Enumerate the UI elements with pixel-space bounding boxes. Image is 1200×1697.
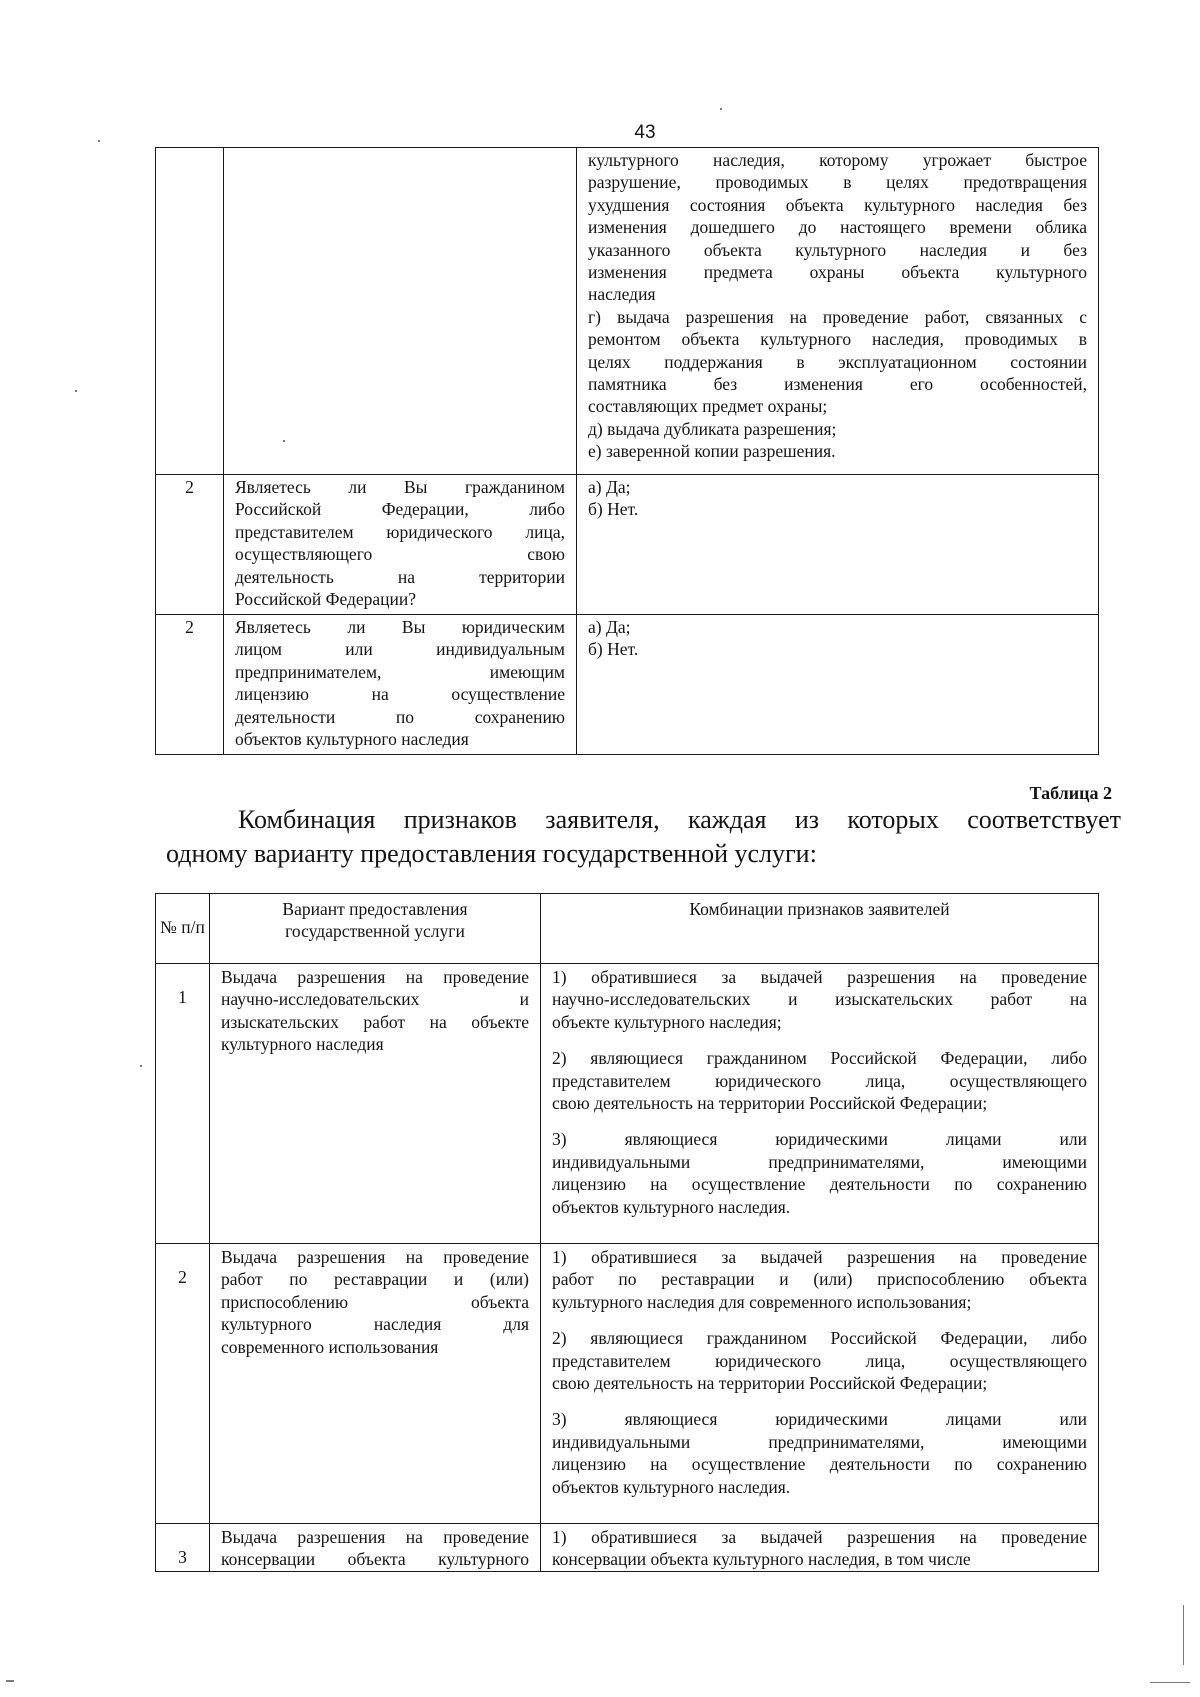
text-line: 2) являющиеся гражданином Российской Федерации, либо [552, 1328, 1087, 1349]
text-line: консервации объекта культурного [221, 1549, 529, 1570]
text-line: консервации объекта культурного наследия, в том числе [552, 1549, 971, 1570]
text-line: е) заверенной копии разрешения. [588, 441, 836, 462]
variant-cell [210, 1244, 541, 1524]
text-line: предпринимателем, имеющим [235, 661, 565, 682]
text-line: изменения дошедшего до настоящего времени облика [588, 217, 1087, 238]
caption-line: Комбинация признаков заявителя, каждая из которых соответствует [238, 805, 1121, 834]
text-line: объектов культурного наследия. [552, 1476, 791, 1497]
text-line: изыскательских работ на объекте [221, 1011, 529, 1032]
text-line: представителем юридического лица, осуществляющего [552, 1350, 1087, 1371]
table-caption [166, 803, 1121, 871]
text-line: культурного наследия [221, 1034, 384, 1055]
text-line: д) выдача дубликата разрешения; [588, 418, 837, 439]
text-line: 2) являющиеся гражданином Российской Федерации, либо [552, 1048, 1087, 1069]
text-line: работ по реставрации и (или) приспособлению объекта [552, 1269, 1087, 1290]
table-row [156, 475, 1099, 615]
text-line: Выдача разрешения на проведение [221, 967, 529, 987]
criterion [552, 1246, 1087, 1313]
text-line: наследия [588, 284, 656, 305]
variant-cell [210, 1524, 541, 1572]
table-label: Таблица 2 [1029, 783, 1112, 803]
question-cell [224, 475, 577, 615]
text-line: научно-исследовательских и [221, 989, 529, 1010]
text-line: культурного наследия для [221, 1314, 529, 1335]
text-line: указанного объекта культурного наследия и без [588, 239, 1087, 260]
text-line: целях поддержания в эксплуатационном состоянии [588, 351, 1087, 372]
table-row [156, 615, 1099, 755]
text-line: лицензию на осуществление деятельности по сохранению [552, 1454, 1087, 1475]
text-line: объектов культурного наследия [235, 729, 469, 750]
text-line: Российской Федерации? [235, 589, 417, 610]
table-row [156, 964, 1099, 1244]
row-number-cell: 2 [156, 475, 224, 615]
text-line: научно-исследовательских и изыскательских работ на [552, 989, 1087, 1010]
row-number-cell [156, 148, 224, 475]
text-line: разрушение, проводимых в целях предотвращения [588, 172, 1087, 193]
table-row [156, 148, 1099, 475]
text-line: культурного наследия для современного использования; [552, 1291, 972, 1312]
text-line: 1) обратившиеся за выдачей разрешения на проведение [552, 967, 1087, 987]
text-line: ремонтом объекта культурного наследия, проводимых в [588, 329, 1087, 350]
criteria-cell [541, 964, 1099, 1244]
text-line: Являетесь ли Вы юридическим [235, 617, 565, 637]
criterion [552, 1128, 1087, 1218]
caption-line: одному варианту предоставления государственной услуги: [166, 839, 817, 868]
answer-options-cell [577, 148, 1099, 475]
text-line: объекте культурного наследия; [552, 1011, 782, 1032]
text-line: осуществляющего свою [235, 544, 565, 565]
text-line: 1) обратившиеся за выдачей разрешения на проведение [552, 1247, 1087, 1267]
text-line: 3) являющиеся юридическими лицами или [552, 1409, 1087, 1430]
text-line: индивидуальными предпринимателями, имеющими [552, 1431, 1087, 1452]
criterion [552, 1327, 1087, 1394]
answer-options-cell [577, 615, 1099, 755]
text-line: Выдача разрешения на проведение [221, 1527, 529, 1547]
text-line: лицензию на осуществление деятельности по сохранению [552, 1174, 1087, 1195]
applicant-combinations-table [155, 893, 1099, 1572]
column-header-number: № п/п [156, 894, 210, 964]
text-line: изменения предмета охраны объекта культурного [588, 262, 1087, 283]
criterion [552, 1408, 1087, 1498]
question-cell [224, 615, 577, 755]
row-number-cell: 1 [156, 964, 210, 1244]
column-header-variant: Вариант предоставления государственной услуги [210, 894, 541, 964]
answer-option: а) Да; [588, 477, 631, 497]
text-line: Российской Федерации, либо [235, 499, 565, 520]
text-line: современного использования [221, 1336, 439, 1357]
text-line: культурного наследия, которому угрожает быстрое [588, 150, 1087, 170]
text-line: лицом или индивидуальным [235, 639, 565, 660]
answer-option: б) Нет. [588, 639, 639, 660]
text-line: 3) являющиеся юридическими лицами или [552, 1129, 1087, 1150]
text-line: лицензию на осуществление [235, 684, 565, 705]
page-number: 43 [634, 122, 656, 143]
text-line: работ по реставрации и (или) [221, 1269, 529, 1290]
criteria-cell [541, 1244, 1099, 1524]
table-row [156, 1524, 1099, 1572]
table-row [156, 1244, 1099, 1524]
text-line: представителем юридического лица, осуществляющего [552, 1070, 1087, 1091]
table-header-row [156, 894, 1099, 964]
criterion [552, 1526, 1087, 1571]
text-line: Выдача разрешения на проведение [221, 1247, 529, 1267]
text-line: представителем юридического лица, [235, 521, 565, 542]
text-line: г) выдача разрешения на проведение работ, связанных с [588, 306, 1087, 327]
criteria-cell [541, 1524, 1099, 1572]
text-line: ухудшения состояния объекта культурного наследия без [588, 194, 1087, 215]
answer-option: б) Нет. [588, 499, 639, 520]
column-header-combinations: Комбинации признаков заявителей [541, 894, 1099, 964]
question-cell [224, 148, 577, 475]
text-line: Являетесь ли Вы гражданином [235, 477, 565, 497]
text-line: деятельности по сохранению [235, 706, 565, 727]
applicant-questions-table [155, 147, 1099, 755]
text-line: деятельность на территории [235, 566, 565, 587]
answer-option: а) Да; [588, 617, 631, 637]
answer-options-cell [577, 475, 1099, 615]
text-line: индивидуальными предпринимателями, имеющими [552, 1151, 1087, 1172]
row-number-cell: 2 [156, 615, 224, 755]
text-line: памятника без изменения его особенностей, [588, 374, 1087, 395]
criterion [552, 1047, 1087, 1114]
text-line: объектов культурного наследия. [552, 1196, 791, 1217]
variant-cell [210, 964, 541, 1244]
text-line: свою деятельность на территории Российской Федерации; [552, 1093, 988, 1114]
criterion [552, 966, 1087, 1033]
row-number-cell: 2 [156, 1244, 210, 1524]
text-line: 1) обратившиеся за выдачей разрешения на проведение [552, 1527, 1087, 1547]
text-line: составляющих предмет охраны; [588, 396, 828, 417]
row-number-cell: 3 [156, 1524, 210, 1572]
text-line: свою деятельность на территории Российской Федерации; [552, 1373, 988, 1394]
text-line: приспособлению объекта [221, 1291, 529, 1312]
